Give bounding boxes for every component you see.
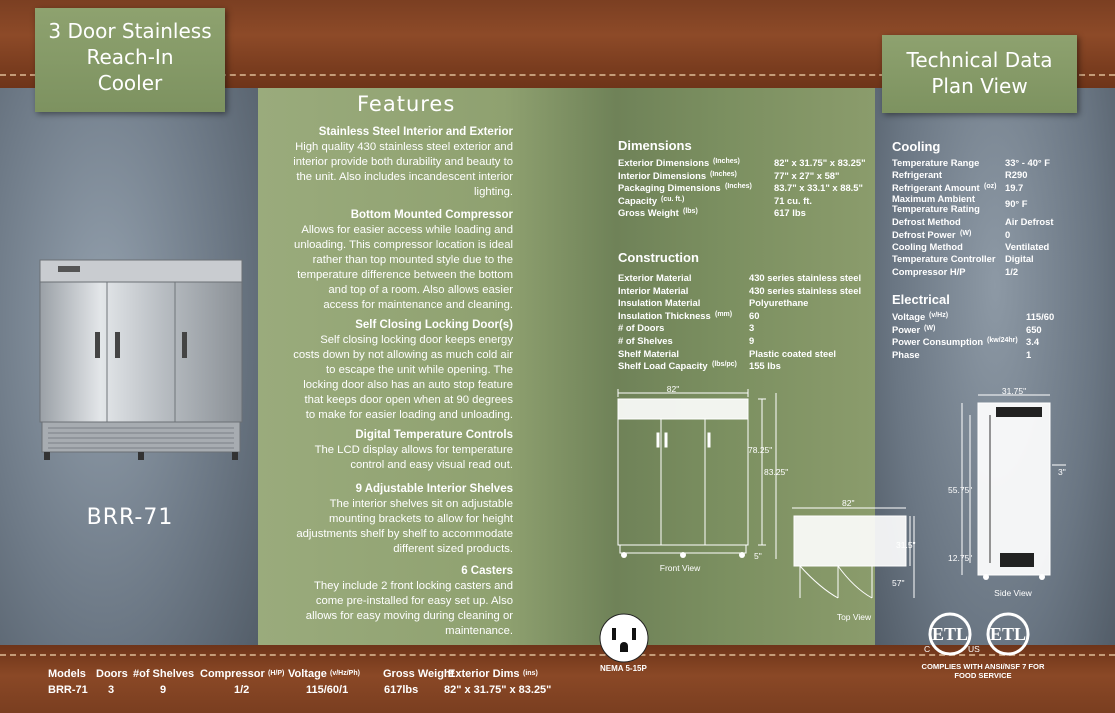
feature-item bbox=[293, 318, 513, 423]
electrical-label: Phase bbox=[892, 348, 920, 360]
table-header-unit: (ins) bbox=[523, 670, 538, 677]
dimensions-unit: (Inches) bbox=[725, 183, 752, 190]
features-title: Features bbox=[357, 92, 456, 116]
table-header-cell: #of Shelves bbox=[133, 668, 195, 680]
cert-c-label: C bbox=[924, 644, 931, 654]
feature-heading: Stainless Steel Interior and Exterior bbox=[318, 126, 513, 138]
cooling-label: Cooling Method bbox=[892, 241, 963, 252]
table-header-cell: Exterior Dims bbox=[448, 668, 520, 680]
cooling-label: Refrigerant bbox=[892, 169, 943, 181]
cooling-value: Ventilated bbox=[1005, 241, 1050, 252]
electrical-label: Voltage bbox=[892, 311, 926, 322]
feature-item bbox=[293, 208, 513, 313]
dimensions-label: Capacity bbox=[618, 194, 658, 206]
technical-data-tag bbox=[882, 35, 1077, 113]
electrical-unit: (kw/24hr) bbox=[987, 337, 1018, 345]
model-number: BRR-71 bbox=[86, 505, 174, 530]
cooling-value: 1/2 bbox=[1005, 265, 1019, 277]
dimensions-row bbox=[618, 195, 838, 207]
cooling-row bbox=[892, 241, 1112, 253]
top-width-label: 82" bbox=[842, 498, 855, 508]
dimensions-row bbox=[618, 170, 838, 182]
dimensions-row bbox=[618, 207, 838, 219]
cooling-label: Defrost Method bbox=[892, 216, 961, 228]
top-view-drawing bbox=[780, 498, 920, 628]
feature-item bbox=[293, 125, 513, 200]
cert-compliance-label: COMPLIES WITH ANSI/NSF 7 FOR FOOD SERVICE bbox=[921, 662, 1045, 680]
dimensions-value: 82" x 31.75" x 83.25" bbox=[774, 157, 866, 168]
svg-text:ETL: ETL bbox=[989, 624, 1027, 644]
construction-heading: Construction bbox=[618, 250, 699, 265]
cooling-row bbox=[892, 253, 1112, 265]
electrical-value: 3.4 bbox=[1026, 336, 1040, 348]
dimensions-unit: (cu. ft.) bbox=[661, 195, 685, 203]
table-cell: 1/2 bbox=[234, 684, 250, 696]
cert-us-label: US bbox=[968, 644, 980, 654]
title-line: Cooler bbox=[97, 71, 163, 95]
construction-value: Polyurethane bbox=[749, 297, 809, 309]
feature-body: The LCD display allows for temperature control and easy visual read out. bbox=[314, 444, 513, 471]
top-depth-label: 31.5" bbox=[896, 540, 916, 550]
electrical-label: Power Consumption bbox=[892, 336, 984, 348]
construction-value: 430 series stainless steel bbox=[749, 272, 862, 283]
table-cell: 9 bbox=[160, 684, 167, 696]
feature-body: High quality 430 stainless steel exterior and interior provide both durability and beauty to the unit. Also includes incandescent interior lighting. bbox=[293, 141, 513, 198]
construction-row bbox=[618, 272, 862, 284]
side-view-caption: Side View bbox=[994, 588, 1032, 598]
electrical-heading: Electrical bbox=[892, 292, 950, 307]
dimensions-value: 617 lbs bbox=[774, 207, 806, 218]
dimensions-label: Exterior Dimensions bbox=[618, 157, 710, 168]
bottom-table-row bbox=[48, 684, 568, 698]
table-cell: 82" x 31.75" x 83.25" bbox=[444, 684, 552, 696]
nema-label: NEMA 5-15P bbox=[600, 664, 647, 673]
cooling-value: 0 bbox=[1005, 228, 1011, 240]
table-header-cell: Models bbox=[48, 668, 86, 680]
cooling-label: Defrost Power bbox=[892, 228, 956, 240]
construction-label: Shelf Material bbox=[618, 347, 679, 359]
construction-value: 155 lbs bbox=[749, 360, 781, 372]
construction-row bbox=[618, 310, 838, 322]
dimensions-unit: (Inches) bbox=[713, 158, 740, 165]
cooling-label: Maximum Ambient Temperature Rating bbox=[892, 193, 980, 215]
cooler-product-image bbox=[38, 258, 244, 464]
cooling-row bbox=[892, 182, 1112, 194]
electrical-row bbox=[892, 349, 1112, 361]
electrical-unit: (W) bbox=[924, 324, 936, 332]
construction-row bbox=[618, 284, 862, 297]
electrical-row bbox=[892, 336, 1112, 348]
front-view-caption: Front View bbox=[659, 563, 701, 573]
cooling-row bbox=[892, 266, 1112, 278]
construction-label: Shelf Load Capacity bbox=[618, 360, 708, 372]
feature-item bbox=[293, 482, 513, 557]
feature-body: Self closing locking door keeps energy costs down by not allowing as much cold air to escape the unit while opening. The locking door also has an auto stop feature that keeps door open when at 90 degrees to make for easier loading and unloading. bbox=[293, 334, 513, 421]
cooling-row bbox=[892, 193, 1112, 215]
nema-plug-icon bbox=[596, 612, 656, 672]
construction-row bbox=[618, 322, 838, 334]
electrical-row bbox=[892, 324, 1112, 336]
construction-value: Plastic coated steel bbox=[749, 347, 837, 359]
cooling-row bbox=[892, 169, 1112, 181]
bottom-table-header bbox=[48, 668, 568, 682]
feature-body: They include 2 front locking casters and come pre-installed for easy set up. Also allows for easy moving during cleaning or maintenance. bbox=[305, 580, 513, 637]
top-swing-label: 57" bbox=[892, 578, 905, 588]
etl-certification-icon bbox=[922, 608, 1042, 664]
dimensions-heading: Dimensions bbox=[618, 138, 692, 153]
electrical-label: Power bbox=[892, 323, 921, 335]
table-header-cell: Doors bbox=[96, 668, 128, 680]
feature-body: Allows for easier access while loading and unloading. This compressor location is ideal rather than top mounted style due to the temperature difference between the bottom and top of a room. Also allows easier access for maintenance and cleaning. bbox=[294, 224, 513, 311]
dimensions-unit: (lbs) bbox=[683, 208, 698, 215]
svg-text:ETL: ETL bbox=[931, 624, 969, 644]
electrical-value: 115/60 bbox=[1026, 311, 1055, 322]
feature-heading: Digital Temperature Controls bbox=[355, 429, 513, 441]
cooling-unit: (oz) bbox=[984, 182, 997, 190]
feature-body: The interior shelves sit on adjustable mounting brackets to allow for height adjustments shelf by shelf to accommodate different sized products. bbox=[296, 498, 513, 555]
side-offset-label: 3" bbox=[1058, 467, 1066, 477]
construction-value: 430 series stainless steel bbox=[749, 284, 862, 296]
construction-label: Insulation Material bbox=[618, 297, 701, 309]
feature-heading: Bottom Mounted Compressor bbox=[350, 209, 513, 221]
construction-row bbox=[618, 297, 838, 309]
table-header-cell: Voltage bbox=[288, 668, 327, 680]
construction-label: # of Shelves bbox=[618, 335, 673, 346]
cooling-label: Compressor H/P bbox=[892, 265, 966, 277]
construction-label: Exterior Material bbox=[618, 272, 692, 283]
tech-title-line: Technical Data bbox=[906, 48, 1053, 72]
dimensions-row bbox=[618, 157, 866, 169]
construction-unit: (mm) bbox=[715, 310, 733, 318]
feature-item bbox=[293, 564, 513, 639]
cooling-label: Temperature Range bbox=[892, 157, 980, 168]
dimensions-unit: (Inches) bbox=[710, 170, 737, 178]
table-header-cell: Compressor bbox=[200, 668, 265, 680]
feature-heading: 6 Casters bbox=[461, 565, 513, 577]
title-line: Reach-In bbox=[86, 45, 174, 69]
table-header-unit: (v/Hz/Ph) bbox=[330, 670, 360, 677]
side-depth-label: 31.75" bbox=[1001, 386, 1027, 396]
dimensions-label: Interior Dimensions bbox=[618, 169, 707, 181]
dimensions-value: 83.7" x 33.1" x 88.5" bbox=[774, 182, 863, 193]
feature-heading: Self Closing Locking Door(s) bbox=[355, 319, 513, 331]
cooling-value: R290 bbox=[1005, 169, 1028, 181]
front-total-height-label: 83.25" bbox=[764, 467, 789, 477]
cooling-value: Air Defrost bbox=[1005, 216, 1054, 228]
construction-unit: (lbs/pc) bbox=[712, 361, 737, 369]
electrical-row bbox=[892, 311, 1112, 323]
dimensions-label: Packaging Dimensions bbox=[618, 182, 721, 193]
dimensions-row bbox=[618, 182, 863, 194]
dimensions-value: 77" x 27" x 58" bbox=[774, 169, 840, 181]
electrical-value: 1 bbox=[1026, 348, 1032, 360]
dimensions-value: 71 cu. ft. bbox=[774, 194, 813, 206]
feature-heading: 9 Adjustable Interior Shelves bbox=[355, 483, 513, 495]
cooling-value: 33° - 40° F bbox=[1005, 157, 1051, 168]
construction-label: Insulation Thickness bbox=[618, 309, 711, 321]
construction-row bbox=[618, 360, 838, 372]
tech-title-line: Plan View bbox=[931, 74, 1028, 98]
product-title-tag bbox=[35, 8, 225, 112]
cooling-row bbox=[892, 157, 1112, 169]
title-line: 3 Door Stainless bbox=[48, 19, 212, 43]
electrical-unit: (v/Hz) bbox=[929, 312, 949, 319]
construction-value: 3 bbox=[749, 322, 755, 334]
cooling-heading: Cooling bbox=[892, 139, 941, 154]
feature-item bbox=[293, 428, 513, 473]
cooling-value: Digital bbox=[1005, 253, 1034, 265]
cooling-unit: (W) bbox=[960, 229, 972, 237]
side-bottom-label: 12.75" bbox=[948, 553, 973, 563]
dimensions-label: Gross Weight bbox=[618, 207, 679, 218]
cooling-label: Refrigerant Amount bbox=[892, 181, 980, 193]
table-header-cell: Gross Weight bbox=[383, 668, 455, 680]
cooling-row bbox=[892, 216, 1112, 228]
construction-row bbox=[618, 335, 838, 347]
front-width-label: 82" bbox=[666, 384, 680, 394]
cooling-label: Temperature Controller bbox=[892, 253, 996, 265]
front-body-height-label: 78.25" bbox=[748, 445, 773, 455]
front-view-drawing bbox=[610, 384, 789, 575]
front-caster-label: 5" bbox=[754, 551, 762, 561]
cooling-row bbox=[892, 229, 1112, 241]
cooling-value: 19.7 bbox=[1005, 181, 1024, 193]
side-view-drawing bbox=[948, 385, 1073, 600]
cooling-value: 90° F bbox=[1005, 198, 1028, 210]
construction-value: 60 bbox=[749, 309, 760, 321]
table-cell: 115/60/1 bbox=[306, 684, 349, 696]
construction-label: # of Doors bbox=[618, 322, 665, 334]
table-cell: 617lbs bbox=[384, 684, 419, 696]
table-cell: BRR-71 bbox=[48, 684, 88, 696]
construction-value: 9 bbox=[749, 335, 755, 346]
side-height-label: 55.75" bbox=[948, 485, 973, 495]
construction-label: Interior Material bbox=[618, 284, 689, 296]
table-cell: 3 bbox=[108, 684, 115, 696]
top-view-caption: Top View bbox=[836, 612, 872, 622]
electrical-value: 650 bbox=[1026, 323, 1042, 335]
table-header-unit: (H/P) bbox=[268, 670, 285, 677]
construction-row bbox=[618, 348, 838, 360]
